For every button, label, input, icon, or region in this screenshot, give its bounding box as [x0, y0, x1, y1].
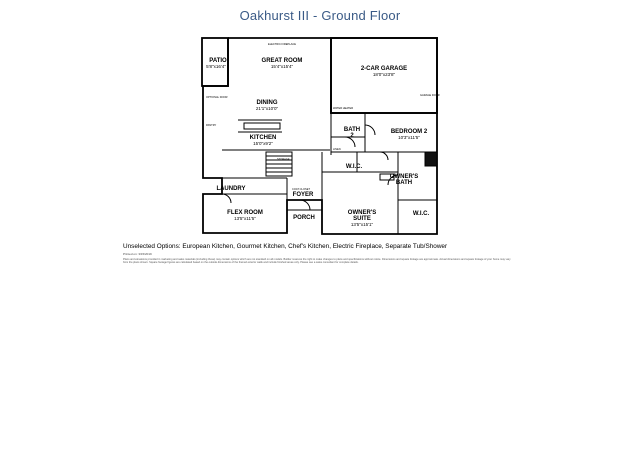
foyer-label: FOYER	[292, 192, 314, 198]
fireplace-block	[425, 152, 437, 166]
printed-date: Printed on: 3/15/2019	[123, 252, 152, 256]
garage-label: 2-CAR GARAGE	[360, 66, 408, 72]
fireplace-label: ELECTRIC FIREPLACE	[268, 43, 296, 46]
storage-label: STORAGE	[277, 158, 290, 161]
garage-door-label: GARAGE DOOR	[420, 94, 440, 97]
owners-bath-label-2: BATH	[395, 180, 413, 186]
garage-dim: 18'0"x23'8"	[372, 72, 396, 77]
disclaimer: Plans and elevations provided in marketing and sales materials (including these) may contain options which are not standard on all models. Builder reserves the right to make changes to plans and specifications without notice. Dimensions and square footage are approximate. Actual dimensions and square footage of your home may vary from the plans shown. Square footage figures are calculated based on the outside dimensions of the framed exterior walls and include finished areas only. Please see a sales consultant for complete details.	[123, 258, 511, 265]
great-room-label: GREAT ROOM	[261, 58, 303, 64]
bath2-label: BATH	[343, 127, 361, 133]
door-swing	[300, 200, 310, 210]
door-swing	[222, 194, 231, 203]
owners-suite-dim: 13'5"x15'1"	[350, 222, 374, 227]
wic-lower-label: W.I.C.	[412, 211, 430, 217]
linen-label: LINEN	[333, 148, 341, 151]
bedroom2-label: BEDROOM 2	[390, 129, 428, 135]
bedroom2-dim: 10'3"x11'5"	[398, 135, 420, 140]
page-title: Oakhurst III - Ground Floor	[239, 8, 401, 23]
dining-label: DINING	[256, 100, 278, 106]
flex-room-label: FLEX ROOM	[227, 210, 263, 216]
laundry-label: LAUNDRY	[216, 186, 246, 192]
pantry-label: PANTRY	[206, 124, 217, 127]
owners-suite-label: OWNER'S	[347, 210, 377, 216]
patio-dim: 5'8"x16'4"	[206, 64, 226, 69]
unselected-options: Unselected Options: European Kitchen, Gourmet Kitchen, Chef's Kitchen, Electric Fireplace, Separate Tub/Shower	[123, 243, 448, 250]
great-room-dim: 15'4"x15'4"	[270, 64, 294, 69]
dining-dim: 21'1"x10'0"	[255, 106, 279, 111]
kitchen-label: KITCHEN	[249, 135, 277, 141]
door-swing	[380, 152, 388, 160]
optional-door-label: OPTIONAL DOOR	[206, 96, 228, 99]
coat-closet-label: COAT CLOSET	[292, 188, 311, 191]
kitchen-island	[244, 123, 280, 129]
wic-upper-label: W.I.C.	[345, 164, 363, 170]
kitchen-dim: 15'0"x9'2"	[253, 141, 273, 146]
porch-label: PORCH	[293, 215, 315, 221]
bath2-number: 2	[350, 133, 354, 139]
door-swing	[365, 125, 375, 135]
owners-suite-label-2: SUITE	[353, 216, 371, 222]
owners-bath-label: OWNER'S	[389, 174, 419, 180]
flex-room-dim: 13'5"x11'5"	[234, 216, 256, 221]
patio-label: PATIO	[209, 58, 227, 64]
water-heater-label: WATER HEATER	[333, 107, 354, 110]
stairs	[266, 152, 292, 176]
